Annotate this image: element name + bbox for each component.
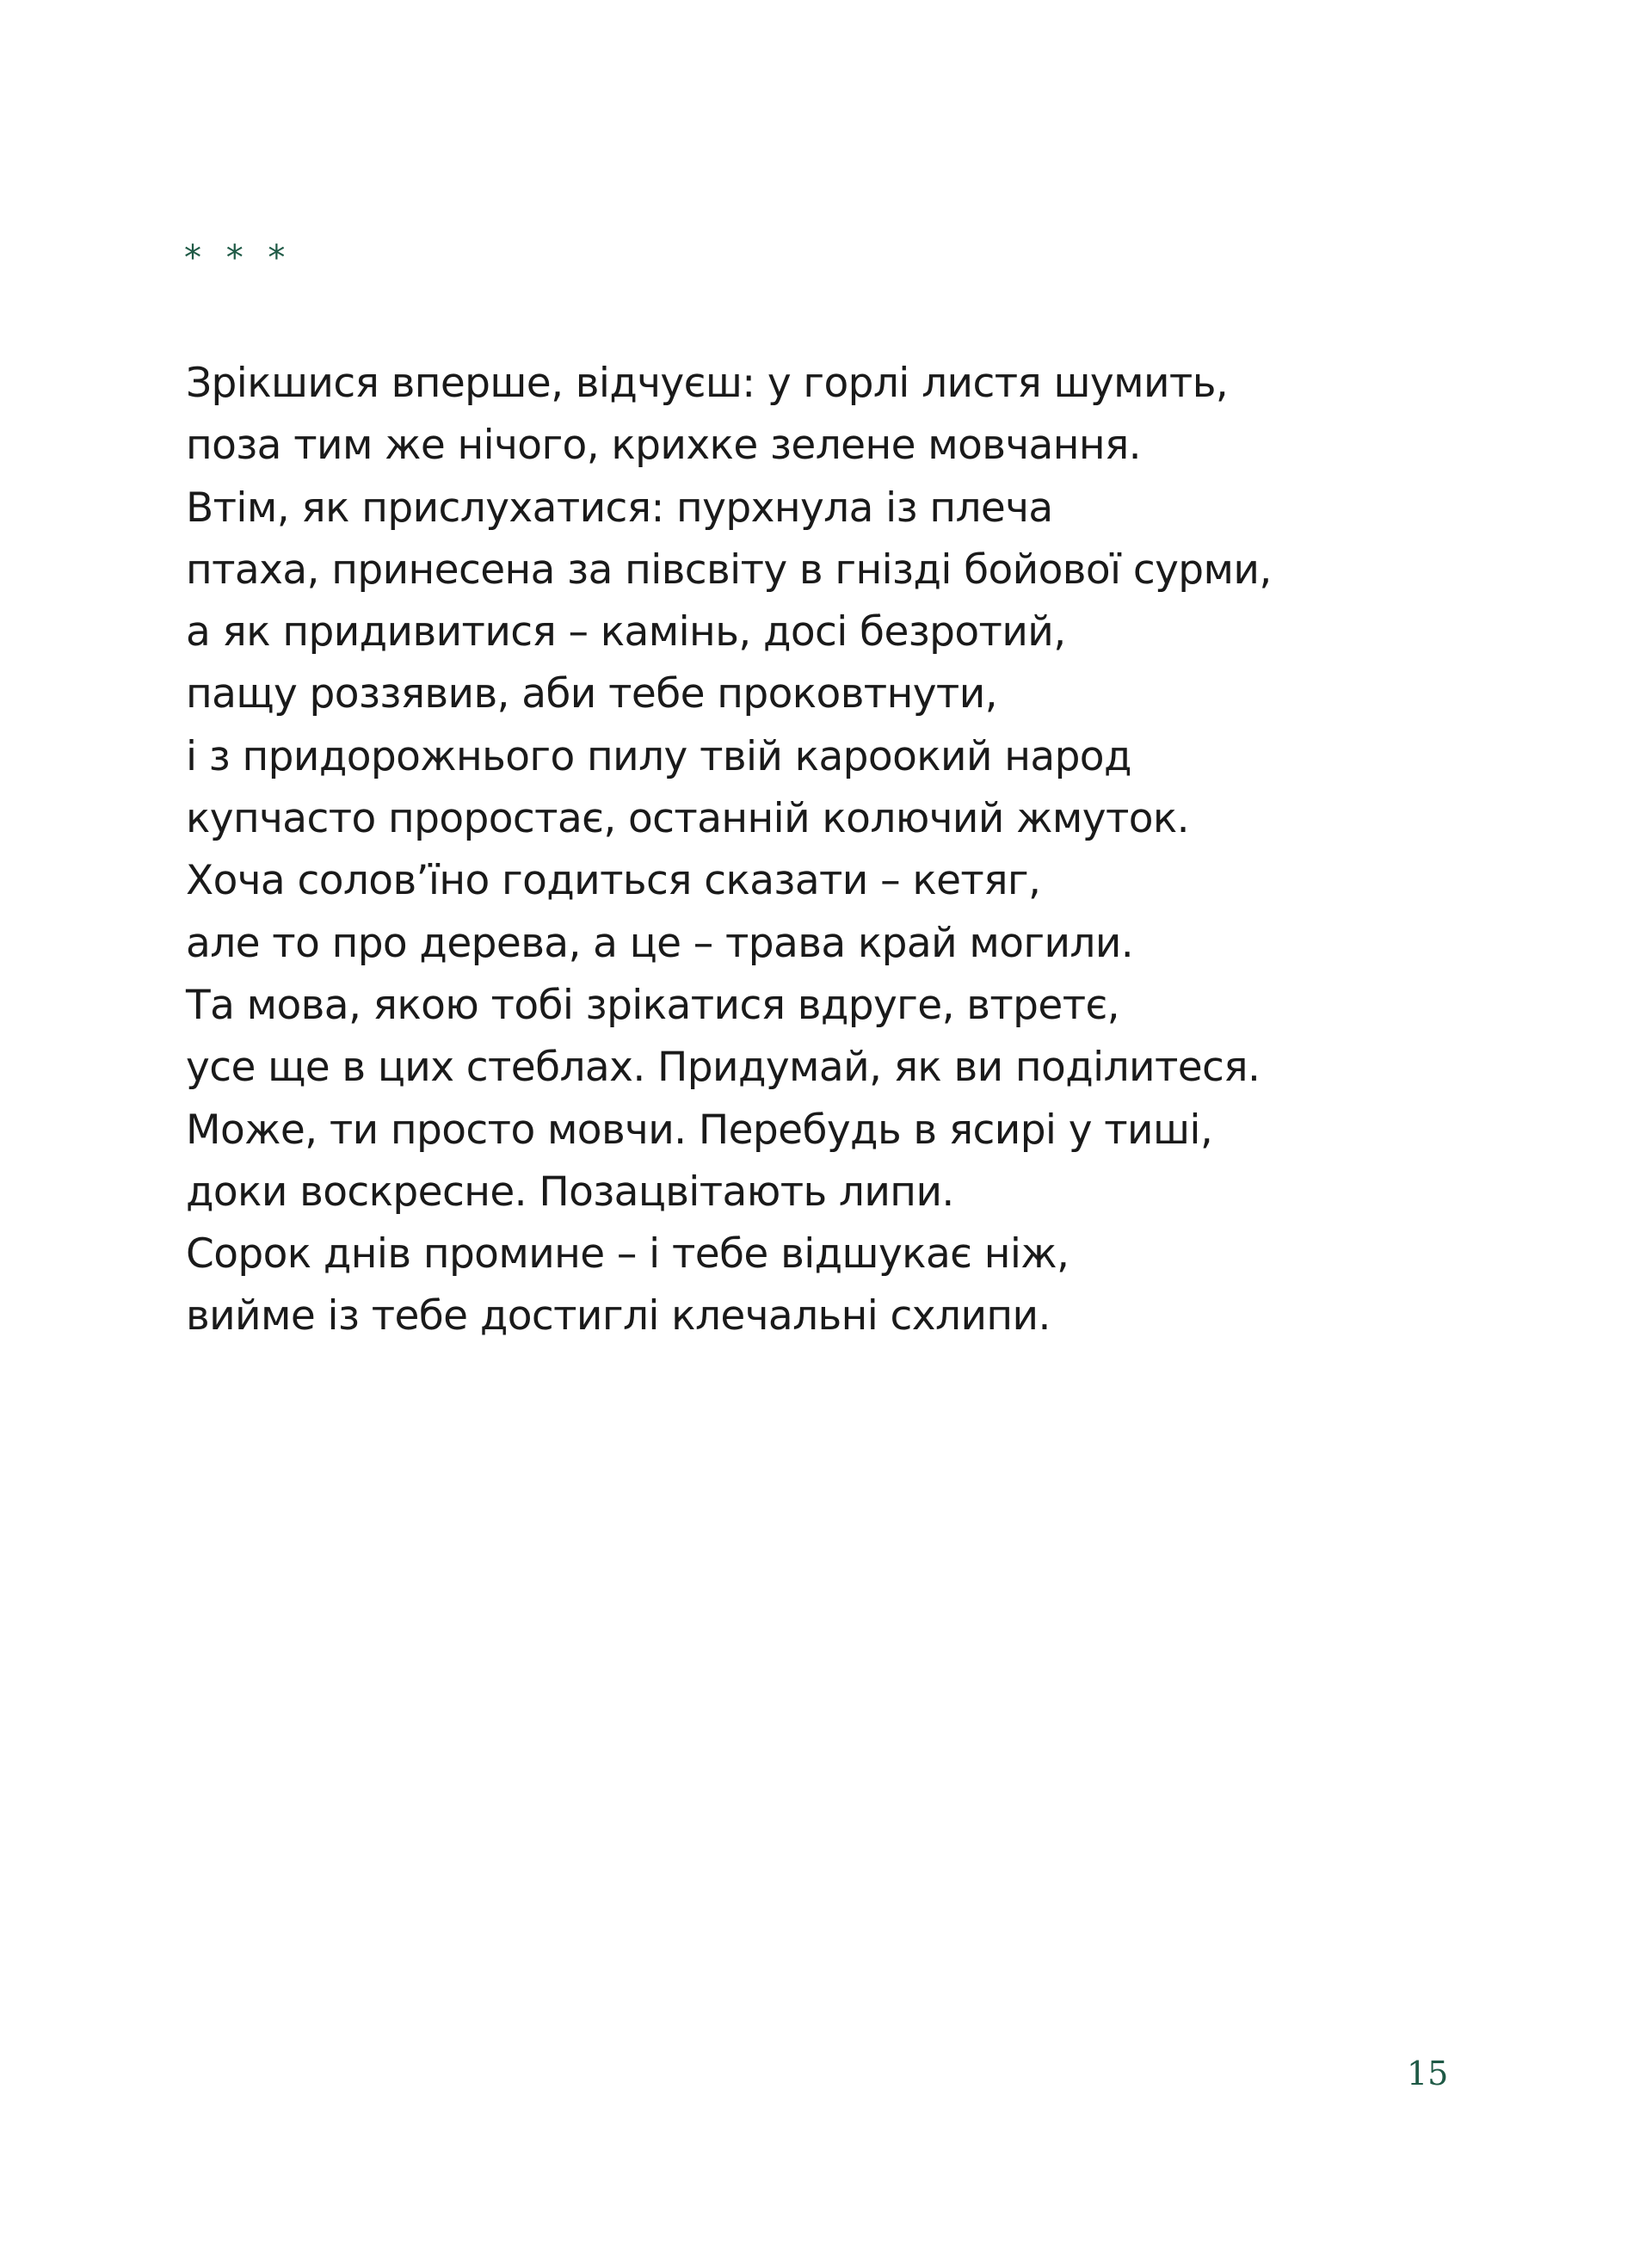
poem-line: Сорок днів промине – і тебе відшукає ніж, xyxy=(186,1230,1069,1279)
poem-line: Втім, як прислухатися: пурхнула із плеча xyxy=(186,484,1053,532)
poem-line: купчасто проростає, останній колючий жмуток. xyxy=(186,795,1190,843)
poem-line: Може, ти просто мовчи. Перебудь в ясирі у тиші, xyxy=(186,1106,1213,1154)
poem-line: Зрікшися вперше, відчуєш: у горлі листя шумить, xyxy=(186,360,1229,407)
poem-line: доки воскресне. Позацвітають липи. xyxy=(186,1168,954,1216)
section-ornament: * * * xyxy=(184,238,293,278)
poem-line: і з придорожнього пилу твій кароокий народ xyxy=(186,732,1131,780)
poem-line: Хоча солов’їно годиться сказати – кетяг, xyxy=(186,857,1041,905)
page-number: 15 xyxy=(1407,2055,1449,2092)
poem-text xyxy=(186,353,1390,1348)
poem-line: усе ще в цих стеблах. Придумай, як ви поділитеся. xyxy=(186,1044,1261,1092)
poem-line: пащу роззявив, аби тебе проковтнути, xyxy=(186,670,997,718)
poem-line: птаха, принесена за півсвіту в гнізді бойової сурми, xyxy=(186,545,1272,594)
poem-line: але то про дерева, а це – трава край могили. xyxy=(186,919,1134,967)
poem-line: Та мова, якою тобі зрікатися вдруге, втретє, xyxy=(186,981,1120,1029)
poem-line: вийме із тебе достиглі клечальні схлипи. xyxy=(186,1292,1051,1340)
poem-line: поза тим же нічого, крихке зелене мовчання. xyxy=(186,422,1142,470)
poem-line: а як придивитися – камінь, досі безротий, xyxy=(186,608,1066,656)
